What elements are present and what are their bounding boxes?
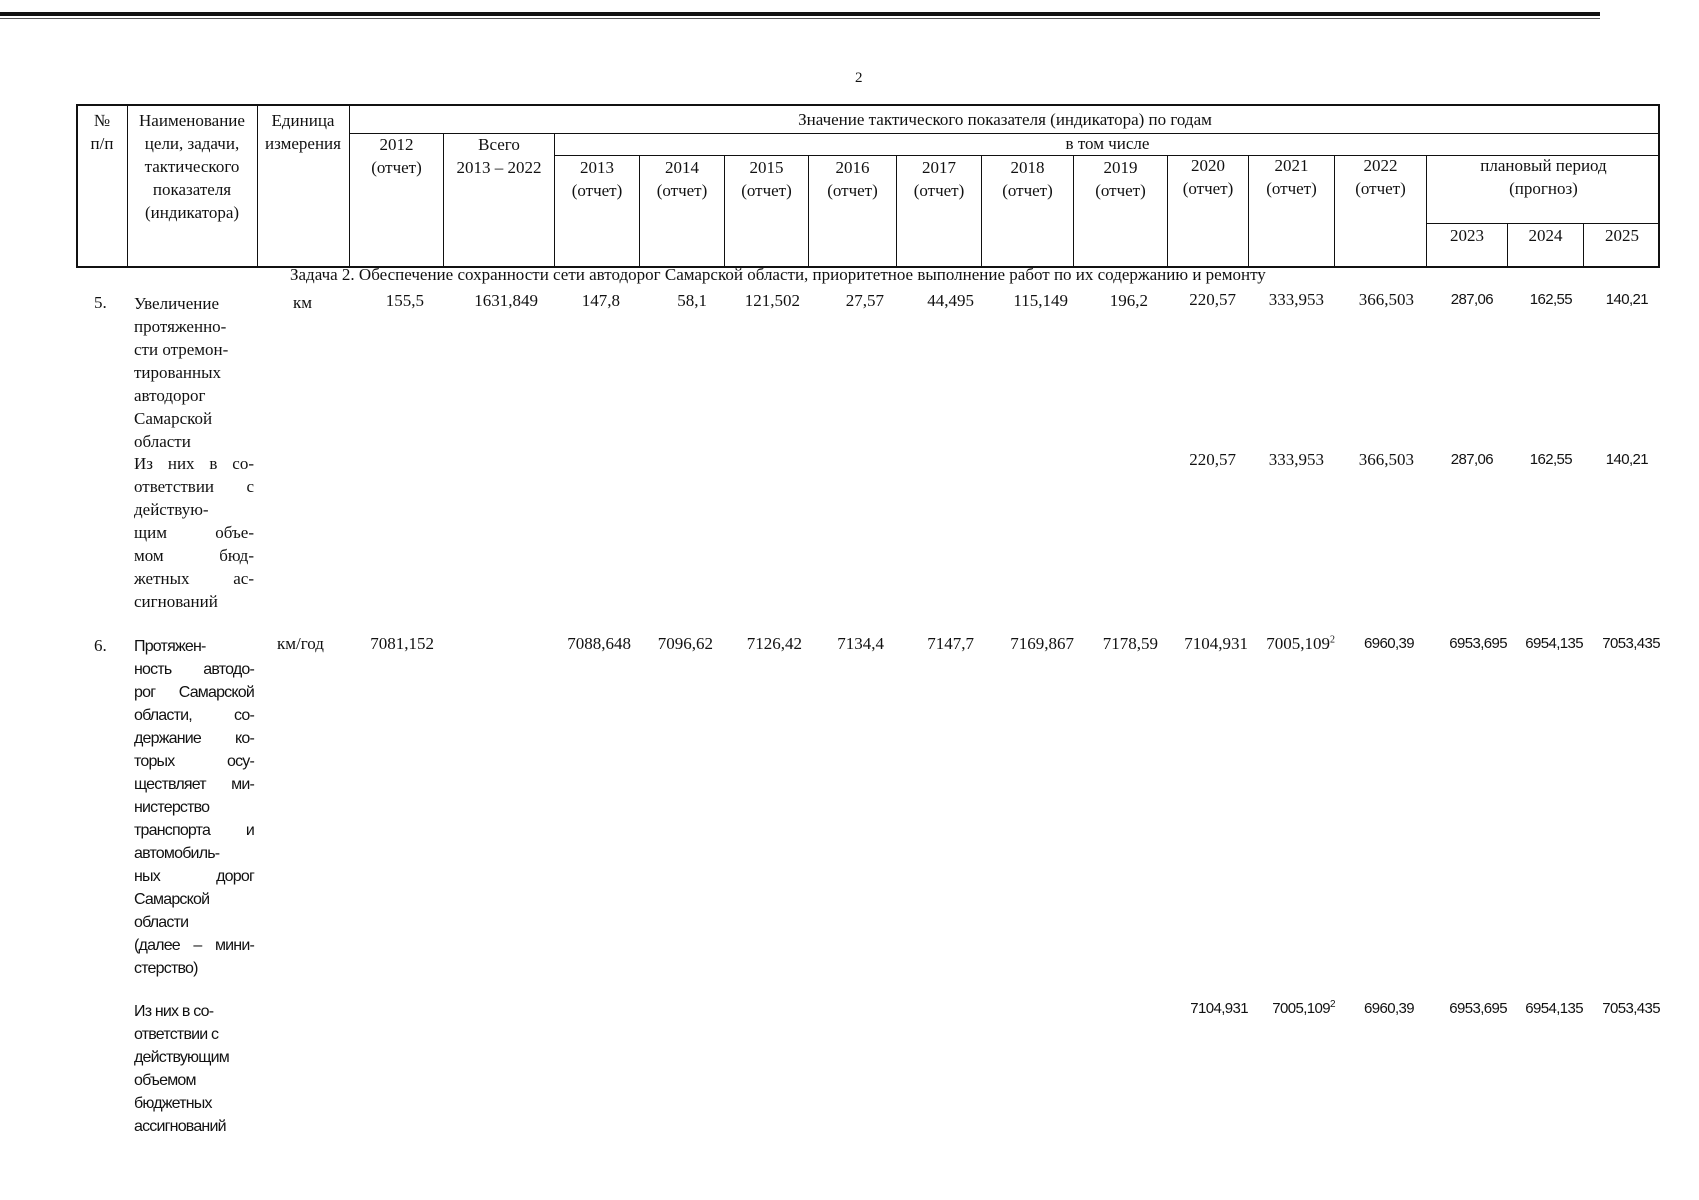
header-name-line: показателя — [152, 180, 232, 199]
header-report: (отчет) — [656, 181, 708, 200]
value-2025: 140,21 — [1605, 451, 1648, 468]
value-2021: 7005,109$^2$ — [1272, 999, 1335, 1017]
header-year-2017: 2017 — [922, 158, 956, 177]
value-2016: 7134,4 — [837, 634, 884, 653]
header-name-line: Наименование — [139, 111, 245, 130]
header-report: (отчет) — [827, 181, 878, 200]
header-total-range: 2013 – 2022 — [456, 158, 542, 177]
value-2025: 140,21 — [1605, 291, 1648, 308]
value-2022: 366,503 — [1358, 450, 1414, 469]
row-sub-name: Из них в со- ответствии с действующим объемом бюджетных ассигнований — [134, 1003, 229, 1135]
header-2012-report: (отчет) — [371, 158, 422, 177]
value-2020: 7104,931 — [1190, 1000, 1248, 1017]
header-year-2018: 2018 — [1010, 158, 1045, 177]
header-num: № — [93, 111, 111, 130]
header-year-2016: 2016 — [835, 158, 870, 177]
value-2021: 333,953 — [1268, 450, 1324, 469]
header-plan-2023: 2023 — [1450, 226, 1484, 245]
value-2024: 6954,135 — [1525, 635, 1583, 652]
row-name: Протяжен- ность автодо- рог Самарской области, со- держание ко- торых осу- ществляет ми- нистерство транспорта и автомобиль- ных дорог Самарской области (далее – мини- стерство) — [134, 638, 254, 977]
value-2024: 162,55 — [1529, 451, 1572, 468]
header-total: Всего — [478, 135, 520, 154]
value-2012: 155,5 — [385, 291, 424, 310]
header-report: (отчет) — [1182, 179, 1234, 198]
value-2020: 220,57 — [1189, 450, 1236, 469]
value-2024: 162,55 — [1529, 291, 1572, 308]
value-2014: 7096,62 — [657, 634, 713, 653]
value-total: 1631,849 — [474, 291, 538, 310]
header-report: (отчет) — [1355, 179, 1406, 198]
header-plan-2024: 2024 — [1528, 226, 1563, 245]
header-report: (отчет) — [913, 181, 965, 200]
header-year-2022: 2022 — [1363, 156, 1398, 175]
value-2018: 7169,867 — [1010, 634, 1074, 653]
value-2015: 121,502 — [744, 291, 800, 310]
value-2019: 7178,59 — [1102, 634, 1158, 653]
header-year-2015: 2015 — [749, 158, 784, 177]
header-name-line: цели, задачи, — [144, 134, 240, 153]
value-2015: 7126,42 — [746, 634, 802, 653]
value-2020: 7104,931 — [1184, 634, 1248, 653]
header-report: (отчет) — [1266, 179, 1317, 198]
header-name-line: тактического — [144, 157, 240, 176]
header-year-2013: 2013 — [580, 158, 614, 177]
value-2020: 220,57 — [1189, 290, 1236, 309]
header-year-2021: 2021 — [1274, 156, 1309, 175]
value-2023: 287,06 — [1450, 291, 1493, 308]
value-2023: 6953,695 — [1449, 1000, 1507, 1017]
header-2012: 2012 — [379, 135, 414, 154]
header-report: (отчет) — [1095, 181, 1146, 200]
value-2025: 7053,435 — [1602, 635, 1660, 652]
header-value-title: Значение тактического показателя (индикатора) по годам — [798, 110, 1212, 129]
value-2016: 27,57 — [845, 291, 884, 310]
header-num-2: п/п — [90, 134, 114, 153]
value-2024: 6954,135 — [1525, 1000, 1583, 1017]
value-2017: 7147,7 — [927, 634, 974, 653]
header-report: (отчет) — [741, 181, 792, 200]
value-2022: 6960,39 — [1363, 635, 1414, 652]
row-number: 6. — [94, 636, 107, 655]
header-planned: плановый период — [1480, 156, 1607, 175]
header-year-2014: 2014 — [665, 158, 699, 177]
value-2023: 6953,695 — [1449, 635, 1507, 652]
top-rule-thin — [0, 18, 1600, 19]
value-2017: 44,495 — [927, 291, 974, 310]
value-2023: 287,06 — [1450, 451, 1493, 468]
header-including: в том числе — [1065, 134, 1150, 153]
header-unit-line: Единица — [271, 111, 335, 130]
row-unit: км/год — [277, 634, 324, 653]
header-plan-2025: 2025 — [1605, 226, 1639, 245]
value-2022: 6960,39 — [1363, 1000, 1414, 1017]
grid-line — [1426, 223, 1660, 224]
header-name-line: (индикатора) — [144, 203, 240, 222]
top-rule — [0, 12, 1600, 16]
page-number: 2 — [855, 70, 863, 86]
row-number: 5. — [94, 293, 107, 312]
row-name: Увеличение протяженно- сти отремон- тированных автодорог Самарской области — [134, 294, 229, 451]
header-year-2019: 2019 — [1103, 158, 1138, 177]
value-2012: 7081,152 — [370, 634, 434, 653]
value-2019: 196,2 — [1109, 291, 1148, 310]
value-2025: 7053,435 — [1602, 1000, 1660, 1017]
value-2021: 7005,109$^2$ — [1266, 634, 1335, 653]
header-unit-line: измерения — [265, 134, 341, 153]
row-unit: км — [293, 293, 313, 312]
value-2022: 366,503 — [1358, 290, 1414, 309]
value-2021: 333,953 — [1268, 290, 1324, 309]
value-2013: 147,8 — [581, 291, 620, 310]
header-year-2020: 2020 — [1191, 156, 1225, 175]
header-forecast: (прогноз) — [1509, 179, 1578, 198]
value-2018: 115,149 — [1013, 291, 1068, 310]
row-sub-name: Из них в со- ответствии с действую- щим объе- мом бюд- жетных ас- сигнований — [134, 454, 254, 611]
header-report: (отчет) — [1002, 181, 1053, 200]
value-2014: 58,1 — [677, 291, 707, 310]
value-2013: 7088,648 — [567, 634, 631, 653]
task-title: Задача 2. Обеспечение сохранности сети автодорог Самарской области, приоритетное выполнение работ по их содержанию и ремонту — [290, 265, 1266, 284]
header-report: (отчет) — [571, 181, 623, 200]
